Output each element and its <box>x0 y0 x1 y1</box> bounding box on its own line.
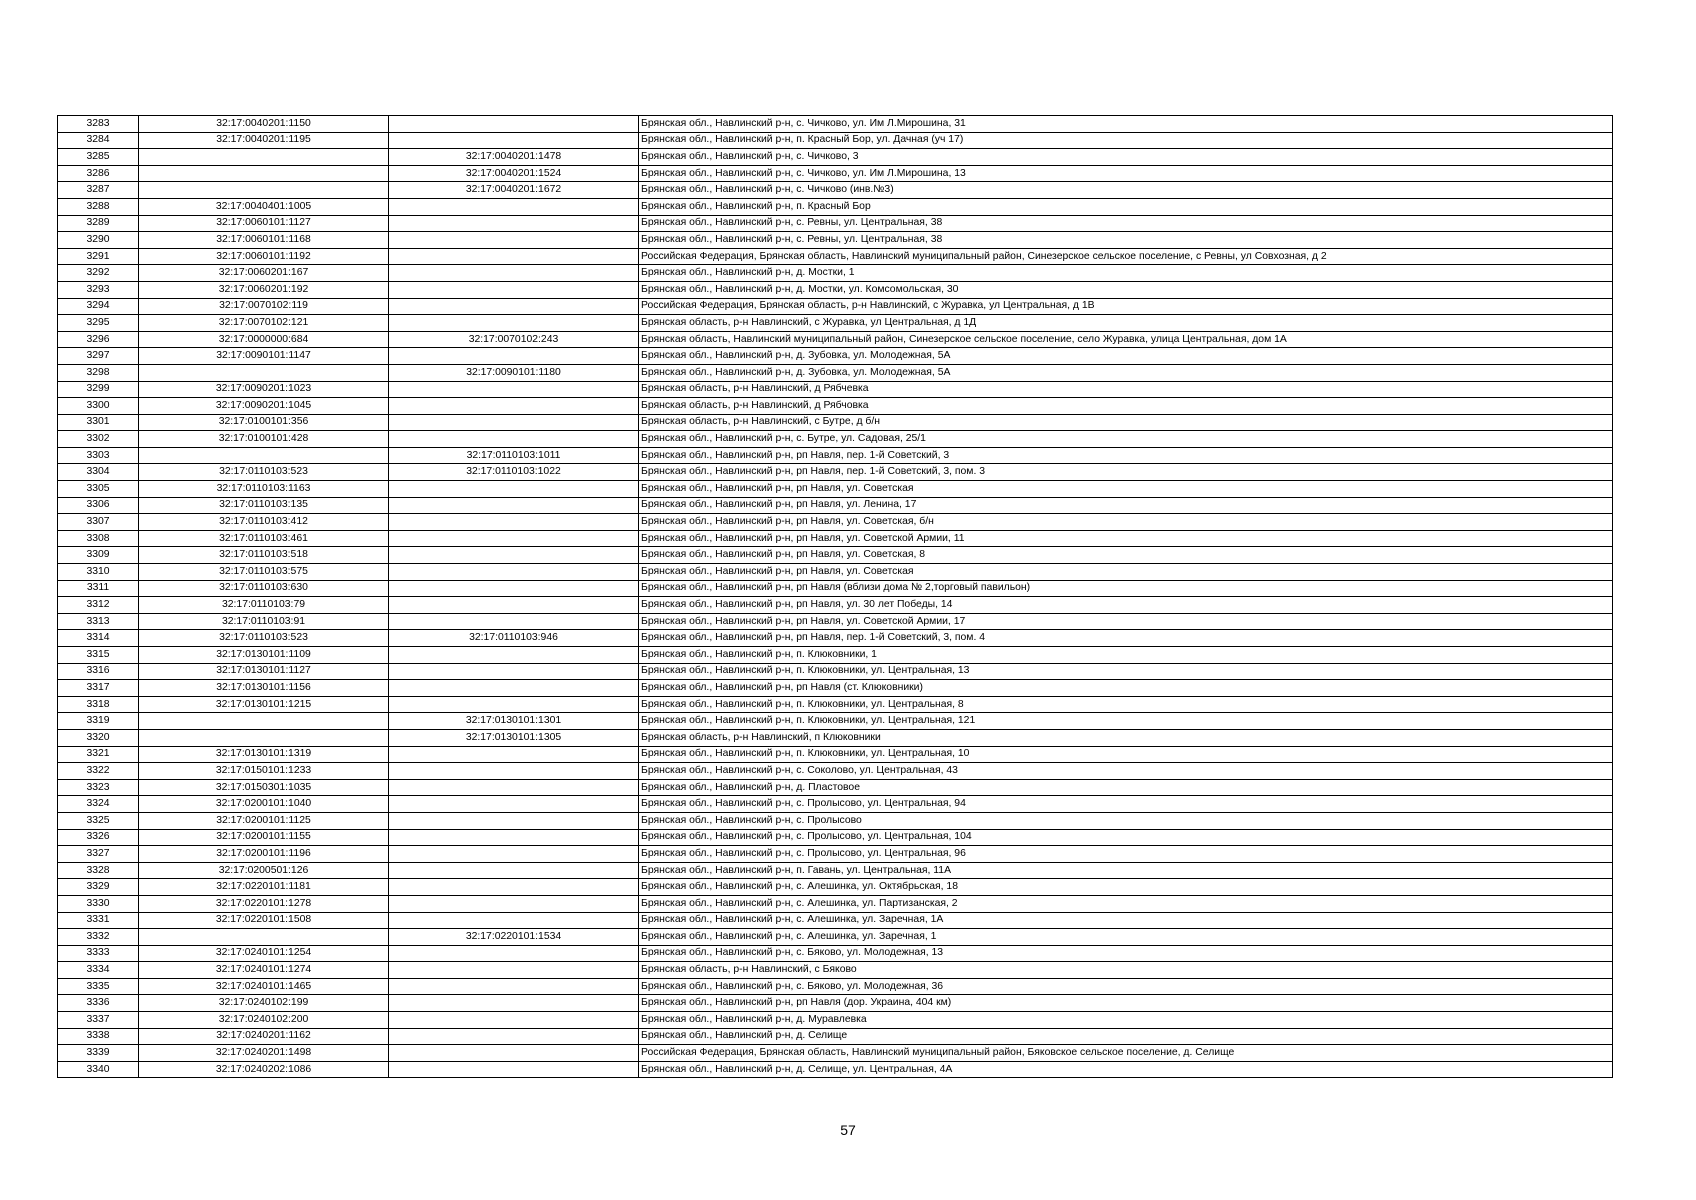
table-row <box>58 398 1613 415</box>
cadastral-number-cell: 32:17:0130101:1319 <box>139 746 389 763</box>
address-cell: Российская Федерация, Брянская область, р-н Навлинский, с Журавка, ул Центральная, д 1В <box>639 298 1613 315</box>
row-number-cell: 3305 <box>58 481 139 498</box>
table-row <box>58 1061 1613 1078</box>
table-row <box>58 1028 1613 1045</box>
row-number-cell: 3327 <box>58 846 139 863</box>
row-number-cell: 3331 <box>58 912 139 929</box>
address-cell: Брянская обл., Навлинский р-н, д. Зубовка, ул. Молодежная, 5А <box>639 364 1613 381</box>
cadastral-number-cell: 32:17:0130101:1215 <box>139 696 389 713</box>
table-row <box>58 978 1613 995</box>
cadastral-number-secondary-cell <box>389 962 639 979</box>
cadastral-number-cell: 32:17:0110103:412 <box>139 514 389 531</box>
property-register-table <box>57 115 1613 1078</box>
address-cell: Брянская обл., Навлинский р-н, п. Клюковники, ул. Центральная, 8 <box>639 696 1613 713</box>
cadastral-number-secondary-cell <box>389 564 639 581</box>
address-cell: Брянская обл., Навлинский р-н, с. Соколово, ул. Центральная, 43 <box>639 763 1613 780</box>
cadastral-number-cell <box>139 364 389 381</box>
address-cell: Брянская обл., Навлинский р-н, д. Муравлевка <box>639 1012 1613 1029</box>
cadastral-number-cell: 32:17:0200501:126 <box>139 862 389 879</box>
address-cell: Брянская обл., Навлинский р-н, д. Селище <box>639 1028 1613 1045</box>
address-cell: Брянская обл., Навлинский р-н, рп Навля, ул. Советская <box>639 564 1613 581</box>
table-row <box>58 696 1613 713</box>
table-row <box>58 364 1613 381</box>
row-number-cell: 3337 <box>58 1012 139 1029</box>
row-number-cell: 3301 <box>58 414 139 431</box>
cadastral-number-secondary-cell <box>389 132 639 149</box>
row-number-cell: 3333 <box>58 945 139 962</box>
address-cell: Брянская обл., Навлинский р-н, рп Навля, ул. Советская, 8 <box>639 547 1613 564</box>
row-number-cell: 3318 <box>58 696 139 713</box>
table-row <box>58 132 1613 149</box>
row-number-cell: 3289 <box>58 215 139 232</box>
table-row <box>58 613 1613 630</box>
cadastral-number-secondary-cell <box>389 530 639 547</box>
row-number-cell: 3286 <box>58 165 139 182</box>
cadastral-number-cell: 32:17:0240102:199 <box>139 995 389 1012</box>
address-cell: Брянская область, р-н Навлинский, п Клюковники <box>639 729 1613 746</box>
cadastral-number-cell <box>139 729 389 746</box>
address-cell: Брянская обл., Навлинский р-н, п. Клюковники, ул. Центральная, 10 <box>639 746 1613 763</box>
cadastral-number-cell <box>139 713 389 730</box>
table-row <box>58 514 1613 531</box>
address-cell: Брянская обл., Навлинский р-н, п. Клюковники, 1 <box>639 647 1613 664</box>
address-cell: Брянская обл., Навлинский р-н, д. Зубовка, ул. Молодежная, 5А <box>639 348 1613 365</box>
row-number-cell: 3296 <box>58 331 139 348</box>
row-number-cell: 3317 <box>58 680 139 697</box>
address-cell: Брянская обл., Навлинский р-н, с. Чичково, ул. Им Л.Мирошина, 31 <box>639 116 1613 133</box>
address-cell: Брянская область, р-н Навлинский, д Рябчовка <box>639 398 1613 415</box>
table-row <box>58 796 1613 813</box>
table-row <box>58 381 1613 398</box>
row-number-cell: 3307 <box>58 514 139 531</box>
cadastral-number-secondary-cell <box>389 198 639 215</box>
cadastral-number-cell: 32:17:0150101:1233 <box>139 763 389 780</box>
row-number-cell: 3303 <box>58 447 139 464</box>
row-number-cell: 3291 <box>58 248 139 265</box>
address-cell: Брянская область, р-н Навлинский, с Бутре, д б/н <box>639 414 1613 431</box>
cadastral-number-cell: 32:17:0110103:1163 <box>139 481 389 498</box>
cadastral-number-cell: 32:17:0240201:1498 <box>139 1045 389 1062</box>
row-number-cell: 3323 <box>58 779 139 796</box>
table-row <box>58 995 1613 1012</box>
address-cell: Брянская обл., Навлинский р-н, рп Навля, ул. Советская, б/н <box>639 514 1613 531</box>
cadastral-number-cell: 32:17:0060101:1168 <box>139 232 389 249</box>
table-row <box>58 746 1613 763</box>
cadastral-number-cell: 32:17:0240202:1086 <box>139 1061 389 1078</box>
cadastral-number-cell: 32:17:0090101:1147 <box>139 348 389 365</box>
cadastral-number-secondary-cell <box>389 829 639 846</box>
row-number-cell: 3335 <box>58 978 139 995</box>
cadastral-number-cell: 32:17:0040401:1005 <box>139 198 389 215</box>
table-row <box>58 647 1613 664</box>
address-cell: Брянская обл., Навлинский р-н, д. Мостки, 1 <box>639 265 1613 282</box>
cadastral-number-cell: 32:17:0240101:1465 <box>139 978 389 995</box>
cadastral-number-secondary-cell: 32:17:0090101:1180 <box>389 364 639 381</box>
address-cell: Российская Федерация, Брянская область, Навлинский муниципальный район, Синезерское сельское поселение, с Ревны, ул Совхозная, д 2 <box>639 248 1613 265</box>
address-cell: Брянская обл., Навлинский р-н, п. Клюковники, ул. Центральная, 121 <box>639 713 1613 730</box>
cadastral-number-cell <box>139 929 389 946</box>
cadastral-number-cell: 32:17:0110103:518 <box>139 547 389 564</box>
cadastral-number-secondary-cell <box>389 315 639 332</box>
address-cell: Брянская обл., Навлинский р-н, с. Бяково, ул. Молодежная, 13 <box>639 945 1613 962</box>
row-number-cell: 3294 <box>58 298 139 315</box>
cadastral-number-cell: 32:17:0000000:684 <box>139 331 389 348</box>
cadastral-number-cell: 32:17:0070102:119 <box>139 298 389 315</box>
table-row <box>58 414 1613 431</box>
table-row <box>58 945 1613 962</box>
cadastral-number-secondary-cell <box>389 862 639 879</box>
cadastral-number-cell: 32:17:0060201:167 <box>139 265 389 282</box>
address-cell: Брянская обл., Навлинский р-н, п. Красный Бор, ул. Дачная (уч 17) <box>639 132 1613 149</box>
row-number-cell: 3320 <box>58 729 139 746</box>
row-number-cell: 3338 <box>58 1028 139 1045</box>
table-row <box>58 348 1613 365</box>
row-number-cell: 3287 <box>58 182 139 199</box>
address-cell: Брянская обл., Навлинский р-н, с. Ревны, ул. Центральная, 38 <box>639 232 1613 249</box>
cadastral-number-secondary-cell <box>389 945 639 962</box>
row-number-cell: 3292 <box>58 265 139 282</box>
cadastral-number-secondary-cell: 32:17:0220101:1534 <box>389 929 639 946</box>
table-row <box>58 729 1613 746</box>
cadastral-number-cell: 32:17:0240201:1162 <box>139 1028 389 1045</box>
row-number-cell: 3315 <box>58 647 139 664</box>
address-cell: Брянская обл., Навлинский р-н, рп Навля (дор. Украина, 404 км) <box>639 995 1613 1012</box>
table-row <box>58 481 1613 498</box>
table-row <box>58 198 1613 215</box>
cadastral-number-secondary-cell: 32:17:0040201:1524 <box>389 165 639 182</box>
table-row <box>58 895 1613 912</box>
cadastral-number-secondary-cell <box>389 265 639 282</box>
table-row <box>58 580 1613 597</box>
address-cell: Брянская обл., Навлинский р-н, п. Гавань, ул. Центральная, 11А <box>639 862 1613 879</box>
row-number-cell: 3312 <box>58 597 139 614</box>
table-row <box>58 763 1613 780</box>
row-number-cell: 3325 <box>58 812 139 829</box>
cadastral-number-secondary-cell: 32:17:0130101:1301 <box>389 713 639 730</box>
cadastral-number-cell: 32:17:0100101:428 <box>139 431 389 448</box>
cadastral-number-cell: 32:17:0060101:1192 <box>139 248 389 265</box>
cadastral-number-secondary-cell <box>389 1045 639 1062</box>
address-cell: Брянская обл., Навлинский р-н, с. Алешинка, ул. Заречная, 1 <box>639 929 1613 946</box>
cadastral-number-cell: 32:17:0060201:192 <box>139 281 389 298</box>
cadastral-number-cell: 32:17:0220101:1278 <box>139 895 389 912</box>
address-cell: Брянская обл., Навлинский р-н, с. Чичково, 3 <box>639 149 1613 166</box>
table-row <box>58 149 1613 166</box>
row-number-cell: 3329 <box>58 879 139 896</box>
address-cell: Брянская область, Навлинский муниципальный район, Синезерское сельское поселение, село Журавка, улица Центральная, дом 1А <box>639 331 1613 348</box>
cadastral-number-cell <box>139 182 389 199</box>
table-row <box>58 447 1613 464</box>
cadastral-number-secondary-cell <box>389 116 639 133</box>
cadastral-number-secondary-cell <box>389 580 639 597</box>
table-row <box>58 464 1613 481</box>
register-body <box>58 116 1613 1078</box>
cadastral-number-cell: 32:17:0040201:1195 <box>139 132 389 149</box>
cadastral-number-cell: 32:17:0060101:1127 <box>139 215 389 232</box>
cadastral-number-cell: 32:17:0110103:135 <box>139 497 389 514</box>
row-number-cell: 3332 <box>58 929 139 946</box>
row-number-cell: 3334 <box>58 962 139 979</box>
cadastral-number-secondary-cell <box>389 613 639 630</box>
address-cell: Брянская обл., Навлинский р-н, д. Мостки, ул. Комсомольская, 30 <box>639 281 1613 298</box>
cadastral-number-secondary-cell <box>389 912 639 929</box>
address-cell: Брянская область, р-н Навлинский, д Рябчевка <box>639 381 1613 398</box>
cadastral-number-secondary-cell <box>389 431 639 448</box>
table-row <box>58 547 1613 564</box>
address-cell: Брянская обл., Навлинский р-н, с. Чичково, ул. Им Л.Мирошина, 13 <box>639 165 1613 182</box>
cadastral-number-cell: 32:17:0200101:1155 <box>139 829 389 846</box>
row-number-cell: 3283 <box>58 116 139 133</box>
row-number-cell: 3316 <box>58 663 139 680</box>
cadastral-number-secondary-cell <box>389 978 639 995</box>
table-row <box>58 879 1613 896</box>
cadastral-number-cell: 32:17:0130101:1109 <box>139 647 389 664</box>
table-row <box>58 829 1613 846</box>
address-cell: Брянская обл., Навлинский р-н, с. Пролысово, ул. Центральная, 96 <box>639 846 1613 863</box>
table-row <box>58 862 1613 879</box>
table-row <box>58 680 1613 697</box>
table-row <box>58 182 1613 199</box>
cadastral-number-secondary-cell <box>389 281 639 298</box>
address-cell: Брянская обл., Навлинский р-н, п. Клюковники, ул. Центральная, 13 <box>639 663 1613 680</box>
cadastral-number-cell: 32:17:0130101:1127 <box>139 663 389 680</box>
cadastral-number-cell: 32:17:0200101:1196 <box>139 846 389 863</box>
address-cell: Брянская обл., Навлинский р-н, с. Пролысово, ул. Центральная, 94 <box>639 796 1613 813</box>
address-cell: Брянская обл., Навлинский р-н, с. Чичково (инв.№3) <box>639 182 1613 199</box>
table-row <box>58 812 1613 829</box>
address-cell: Брянская обл., Навлинский р-н, с. Алешинка, ул. Октябрьская, 18 <box>639 879 1613 896</box>
cadastral-number-cell: 32:17:0220101:1181 <box>139 879 389 896</box>
row-number-cell: 3297 <box>58 348 139 365</box>
table-row <box>58 779 1613 796</box>
cadastral-number-secondary-cell <box>389 497 639 514</box>
row-number-cell: 3302 <box>58 431 139 448</box>
address-cell: Брянская обл., Навлинский р-н, д. Пластовое <box>639 779 1613 796</box>
cadastral-number-secondary-cell <box>389 779 639 796</box>
cadastral-number-cell: 32:17:0130101:1156 <box>139 680 389 697</box>
row-number-cell: 3313 <box>58 613 139 630</box>
table-row <box>58 564 1613 581</box>
cadastral-number-cell: 32:17:0110103:523 <box>139 464 389 481</box>
table-row <box>58 497 1613 514</box>
cadastral-number-cell: 32:17:0200101:1125 <box>139 812 389 829</box>
cadastral-number-secondary-cell <box>389 398 639 415</box>
cadastral-number-secondary-cell <box>389 414 639 431</box>
table-row <box>58 281 1613 298</box>
address-cell: Российская Федерация, Брянская область, Навлинский муниципальный район, Бяковское сельское поселение, д. Селище <box>639 1045 1613 1062</box>
cadastral-number-cell: 32:17:0110103:575 <box>139 564 389 581</box>
cadastral-number-secondary-cell: 32:17:0110103:1022 <box>389 464 639 481</box>
address-cell: Брянская обл., Навлинский р-н, с. Ревны, ул. Центральная, 38 <box>639 215 1613 232</box>
row-number-cell: 3339 <box>58 1045 139 1062</box>
cadastral-number-secondary-cell <box>389 298 639 315</box>
cadastral-number-secondary-cell <box>389 796 639 813</box>
cadastral-number-secondary-cell <box>389 1012 639 1029</box>
row-number-cell: 3299 <box>58 381 139 398</box>
row-number-cell: 3285 <box>58 149 139 166</box>
table-row <box>58 116 1613 133</box>
cadastral-number-secondary-cell <box>389 663 639 680</box>
address-cell: Брянская обл., Навлинский р-н, рп Навля, ул. Советской Армии, 11 <box>639 530 1613 547</box>
cadastral-number-cell: 32:17:0200101:1040 <box>139 796 389 813</box>
table-row <box>58 431 1613 448</box>
cadastral-number-secondary-cell <box>389 1061 639 1078</box>
address-cell: Брянская обл., Навлинский р-н, рп Навля (вблизи дома № 2,торговый павильон) <box>639 580 1613 597</box>
row-number-cell: 3298 <box>58 364 139 381</box>
cadastral-number-secondary-cell <box>389 248 639 265</box>
cadastral-number-cell: 32:17:0110103:461 <box>139 530 389 547</box>
table-row <box>58 663 1613 680</box>
address-cell: Брянская обл., Навлинский р-н, рп Навля, пер. 1-й Советский, 3, пом. 3 <box>639 464 1613 481</box>
cadastral-number-secondary-cell <box>389 995 639 1012</box>
page-number: 57 <box>840 1122 856 1138</box>
cadastral-number-secondary-cell <box>389 481 639 498</box>
table-row <box>58 232 1613 249</box>
row-number-cell: 3340 <box>58 1061 139 1078</box>
table-row <box>58 630 1613 647</box>
row-number-cell: 3284 <box>58 132 139 149</box>
row-number-cell: 3326 <box>58 829 139 846</box>
table-row <box>58 315 1613 332</box>
address-cell: Брянская обл., Навлинский р-н, рп Навля, ул. Советская <box>639 481 1613 498</box>
cadastral-number-secondary-cell <box>389 763 639 780</box>
table-row <box>58 165 1613 182</box>
row-number-cell: 3324 <box>58 796 139 813</box>
table-row <box>58 1045 1613 1062</box>
row-number-cell: 3300 <box>58 398 139 415</box>
cadastral-number-secondary-cell <box>389 746 639 763</box>
table-row <box>58 929 1613 946</box>
cadastral-number-secondary-cell <box>389 895 639 912</box>
row-number-cell: 3330 <box>58 895 139 912</box>
address-cell: Брянская обл., Навлинский р-н, рп Навля (ст. Клюковники) <box>639 680 1613 697</box>
cadastral-number-cell: 32:17:0240101:1274 <box>139 962 389 979</box>
row-number-cell: 3310 <box>58 564 139 581</box>
cadastral-number-secondary-cell <box>389 381 639 398</box>
address-cell: Брянская обл., Навлинский р-н, рп Навля, пер. 1-й Советский, 3, пом. 4 <box>639 630 1613 647</box>
cadastral-number-cell: 32:17:0220101:1508 <box>139 912 389 929</box>
row-number-cell: 3319 <box>58 713 139 730</box>
address-cell: Брянская обл., Навлинский р-н, с. Бяково, ул. Молодежная, 36 <box>639 978 1613 995</box>
table-row <box>58 962 1613 979</box>
cadastral-number-secondary-cell <box>389 597 639 614</box>
row-number-cell: 3314 <box>58 630 139 647</box>
cadastral-number-cell: 32:17:0150301:1035 <box>139 779 389 796</box>
cadastral-number-cell: 32:17:0090201:1023 <box>139 381 389 398</box>
cadastral-number-cell <box>139 149 389 166</box>
address-cell: Брянская обл., Навлинский р-н, д. Селище, ул. Центральная, 4А <box>639 1061 1613 1078</box>
address-cell: Брянская обл., Навлинский р-н, рп Навля, ул. 30 лет Победы, 14 <box>639 597 1613 614</box>
cadastral-number-secondary-cell <box>389 696 639 713</box>
cadastral-number-cell <box>139 447 389 464</box>
row-number-cell: 3304 <box>58 464 139 481</box>
address-cell: Брянская обл., Навлинский р-н, с. Алешинка, ул. Партизанская, 2 <box>639 895 1613 912</box>
row-number-cell: 3328 <box>58 862 139 879</box>
row-number-cell: 3322 <box>58 763 139 780</box>
cadastral-number-secondary-cell: 32:17:0040201:1478 <box>389 149 639 166</box>
table-row <box>58 248 1613 265</box>
cadastral-number-secondary-cell: 32:17:0070102:243 <box>389 331 639 348</box>
table-row <box>58 713 1613 730</box>
cadastral-number-secondary-cell <box>389 1028 639 1045</box>
table-row <box>58 846 1613 863</box>
cadastral-number-secondary-cell <box>389 348 639 365</box>
cadastral-number-cell <box>139 165 389 182</box>
cadastral-number-secondary-cell <box>389 846 639 863</box>
cadastral-number-cell: 32:17:0070102:121 <box>139 315 389 332</box>
cadastral-number-secondary-cell <box>389 879 639 896</box>
cadastral-number-secondary-cell <box>389 647 639 664</box>
table-row <box>58 215 1613 232</box>
cadastral-number-cell: 32:17:0100101:356 <box>139 414 389 431</box>
table-row <box>58 265 1613 282</box>
address-cell: Брянская обл., Навлинский р-н, рп Навля, ул. Советской Армии, 17 <box>639 613 1613 630</box>
cadastral-number-cell: 32:17:0110103:630 <box>139 580 389 597</box>
row-number-cell: 3295 <box>58 315 139 332</box>
cadastral-number-secondary-cell <box>389 812 639 829</box>
row-number-cell: 3308 <box>58 530 139 547</box>
cadastral-number-secondary-cell <box>389 232 639 249</box>
address-cell: Брянская обл., Навлинский р-н, рп Навля, ул. Ленина, 17 <box>639 497 1613 514</box>
table-row <box>58 1012 1613 1029</box>
row-number-cell: 3311 <box>58 580 139 597</box>
address-cell: Брянская обл., Навлинский р-н, с. Пролысово, ул. Центральная, 104 <box>639 829 1613 846</box>
table-row <box>58 298 1613 315</box>
row-number-cell: 3293 <box>58 281 139 298</box>
cadastral-number-cell: 32:17:0110103:91 <box>139 613 389 630</box>
cadastral-number-cell: 32:17:0240102:200 <box>139 1012 389 1029</box>
row-number-cell: 3321 <box>58 746 139 763</box>
address-cell: Брянская обл., Навлинский р-н, с. Алешинка, ул. Заречная, 1А <box>639 912 1613 929</box>
cadastral-number-cell: 32:17:0240101:1254 <box>139 945 389 962</box>
table-row <box>58 597 1613 614</box>
cadastral-number-secondary-cell <box>389 680 639 697</box>
address-cell: Брянская обл., Навлинский р-н, рп Навля, пер. 1-й Советский, 3 <box>639 447 1613 464</box>
table-row <box>58 912 1613 929</box>
address-cell: Брянская обл., Навлинский р-н, с. Пролысово <box>639 812 1613 829</box>
cadastral-number-secondary-cell: 32:17:0130101:1305 <box>389 729 639 746</box>
row-number-cell: 3309 <box>58 547 139 564</box>
cadastral-number-cell: 32:17:0110103:79 <box>139 597 389 614</box>
address-cell: Брянская обл., Навлинский р-н, п. Красный Бор <box>639 198 1613 215</box>
cadastral-number-secondary-cell: 32:17:0110103:1011 <box>389 447 639 464</box>
row-number-cell: 3288 <box>58 198 139 215</box>
cadastral-number-secondary-cell: 32:17:0040201:1672 <box>389 182 639 199</box>
cadastral-number-secondary-cell: 32:17:0110103:946 <box>389 630 639 647</box>
row-number-cell: 3290 <box>58 232 139 249</box>
cadastral-number-cell: 32:17:0090201:1045 <box>139 398 389 415</box>
address-cell: Брянская область, р-н Навлинский, с Бяково <box>639 962 1613 979</box>
cadastral-number-secondary-cell <box>389 514 639 531</box>
cadastral-number-cell: 32:17:0040201:1150 <box>139 116 389 133</box>
cadastral-number-secondary-cell <box>389 215 639 232</box>
address-cell: Брянская область, р-н Навлинский, с Журавка, ул Центральная, д 1Д <box>639 315 1613 332</box>
address-cell: Брянская обл., Навлинский р-н, с. Бутре, ул. Садовая, 25/1 <box>639 431 1613 448</box>
table-row <box>58 331 1613 348</box>
cadastral-number-cell: 32:17:0110103:523 <box>139 630 389 647</box>
row-number-cell: 3336 <box>58 995 139 1012</box>
table-row <box>58 530 1613 547</box>
cadastral-number-secondary-cell <box>389 547 639 564</box>
row-number-cell: 3306 <box>58 497 139 514</box>
